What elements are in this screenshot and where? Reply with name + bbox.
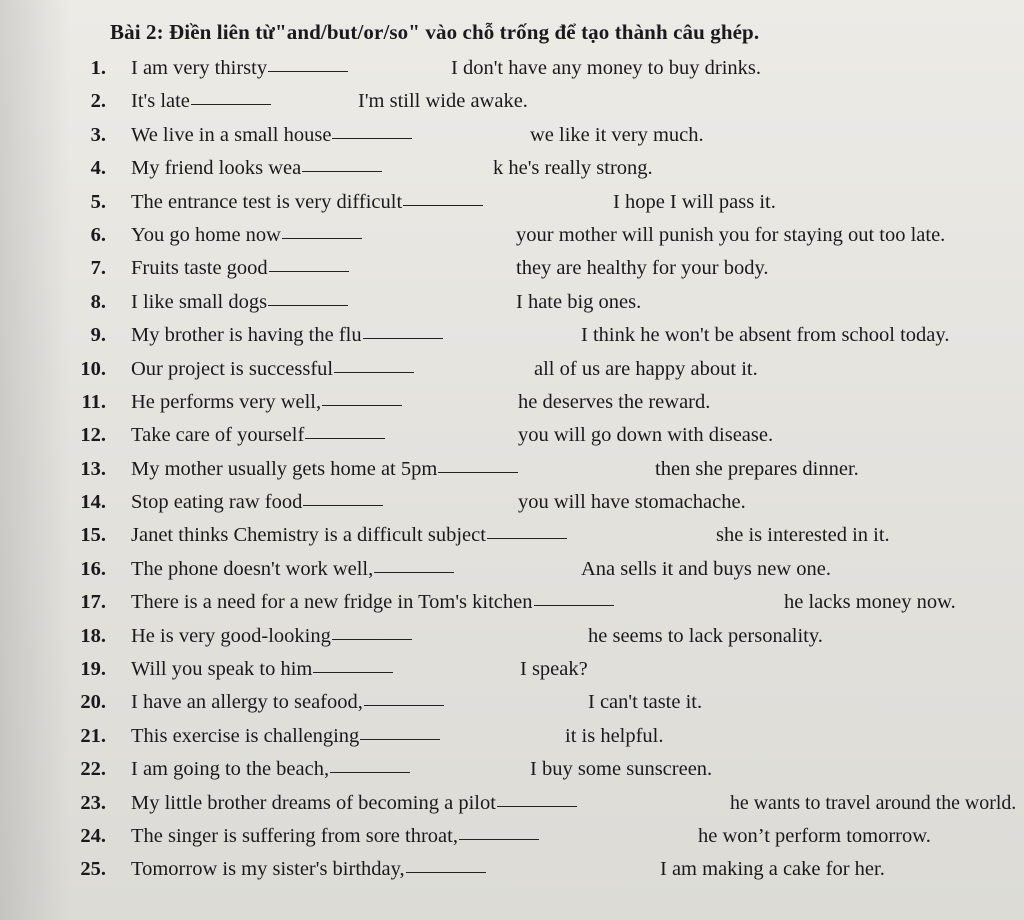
- answer-blank[interactable]: [268, 70, 348, 72]
- item-first-clause: [131, 419, 386, 452]
- answer-blank[interactable]: [403, 204, 483, 206]
- answer-blank[interactable]: [332, 638, 412, 640]
- item-second-clause: I don't have any money to buy drinks.: [451, 57, 762, 79]
- item-first-clause: [131, 820, 540, 853]
- item-number: 4.: [90, 157, 106, 180]
- answer-blank[interactable]: [438, 471, 518, 473]
- item-second-clause: I think he won't be absent from school today.: [581, 324, 950, 347]
- first-clause-text: Stop eating raw food: [131, 491, 303, 514]
- item-second-clause: he seems to lack personality.: [588, 624, 823, 647]
- first-clause-text: Will you speak to him: [131, 658, 313, 681]
- exercise-item: [68, 787, 1017, 820]
- item-first-clause: [131, 453, 519, 486]
- item-second-clause: I speak?: [520, 658, 588, 681]
- exercise-item: [68, 820, 1008, 853]
- exercise-item: [68, 152, 1008, 185]
- item-first-clause: [131, 319, 444, 352]
- answer-blank[interactable]: [360, 738, 440, 740]
- exercise-item: [68, 85, 1008, 118]
- exercise-item: [68, 119, 1008, 152]
- item-number: 3.: [90, 123, 106, 146]
- first-clause-text: He is very good-looking: [131, 624, 331, 647]
- exercise-item: [68, 319, 1008, 352]
- item-number: 16.: [80, 557, 106, 580]
- answer-blank[interactable]: [313, 671, 393, 673]
- item-number: 1.: [90, 57, 106, 79]
- first-clause-text: There is a need for a new fridge in Tom's kitchen: [131, 591, 533, 614]
- item-second-clause: he deserves the reward.: [518, 390, 711, 413]
- item-first-clause: [131, 620, 413, 653]
- item-second-clause: Ana sells it and buys new one.: [581, 557, 831, 580]
- answer-blank[interactable]: [534, 604, 614, 606]
- item-second-clause: I buy some sunscreen.: [530, 758, 713, 781]
- answer-blank[interactable]: [363, 337, 443, 339]
- item-first-clause: [131, 486, 384, 519]
- first-clause-text: Janet thinks Chemistry is a difficult subject: [131, 524, 486, 547]
- first-clause-text: My little brother dreams of becoming a pilot: [131, 791, 496, 814]
- item-second-clause: they are healthy for your body.: [516, 257, 769, 280]
- item-number: 6.: [90, 223, 106, 246]
- item-second-clause: it is helpful.: [565, 724, 664, 747]
- exercise-item: [68, 653, 1008, 686]
- first-clause-text: You go home now: [131, 223, 281, 246]
- item-first-clause: [131, 653, 394, 686]
- item-number: 23.: [80, 791, 106, 814]
- item-number: 18.: [80, 624, 106, 647]
- item-number: 19.: [80, 658, 106, 681]
- item-first-clause: [131, 186, 484, 219]
- answer-blank[interactable]: [459, 838, 539, 840]
- exercise-title: Bài 2: Điền liên từ"and/but/or/so" vào chỗ trống để tạo thành câu ghép.: [110, 20, 760, 44]
- first-clause-text: My mother usually gets home at 5pm: [131, 457, 438, 480]
- answer-blank[interactable]: [191, 103, 271, 105]
- first-clause-text: This exercise is challenging: [131, 724, 360, 747]
- item-second-clause: all of us are happy about it.: [534, 357, 758, 380]
- item-first-clause: [131, 386, 403, 419]
- item-first-clause: [131, 52, 349, 85]
- item-number: 24.: [80, 824, 106, 847]
- item-second-clause: he won’t perform tomorrow.: [698, 824, 931, 847]
- first-clause-text: Our project is successful: [131, 357, 334, 380]
- item-number: 12.: [80, 424, 106, 447]
- item-number: 15.: [80, 524, 106, 547]
- answer-blank[interactable]: [269, 270, 349, 272]
- item-first-clause: [131, 586, 615, 619]
- item-second-clause: I'm still wide awake.: [358, 90, 528, 113]
- item-number: 5.: [90, 190, 106, 213]
- item-number: 2.: [90, 90, 106, 113]
- item-second-clause: he lacks money now.: [784, 591, 956, 614]
- answer-blank[interactable]: [268, 304, 348, 306]
- item-second-clause: you will go down with disease.: [518, 424, 774, 447]
- first-clause-text: I am very thirsty: [131, 57, 268, 79]
- exercise-item: [68, 686, 1008, 719]
- exercise-item: [68, 720, 1008, 753]
- answer-blank[interactable]: [322, 404, 402, 406]
- item-number: 11.: [81, 390, 106, 413]
- first-clause-text: The entrance test is very difficult: [131, 190, 403, 213]
- item-first-clause: [131, 152, 383, 185]
- answer-blank[interactable]: [302, 170, 382, 172]
- item-second-clause: he wants to travel around the world.: [730, 791, 1017, 814]
- first-clause-text: We live in a small house: [131, 123, 332, 146]
- exercise-item: [68, 519, 1008, 552]
- item-number: 13.: [80, 457, 106, 480]
- answer-blank[interactable]: [282, 237, 362, 239]
- exercise-item: [68, 419, 1008, 452]
- exercise-item: [68, 853, 1008, 886]
- item-second-clause: she is interested in it.: [716, 524, 890, 547]
- item-number: 20.: [80, 691, 106, 714]
- item-number: 14.: [80, 491, 106, 514]
- first-clause-text: I have an allergy to seafood,: [131, 691, 363, 714]
- first-clause-text: Take care of yourself: [131, 424, 305, 447]
- first-clause-text: The phone doesn't work well,: [131, 557, 374, 580]
- exercise-item: [68, 553, 1008, 586]
- item-second-clause: I hate big ones.: [516, 290, 642, 313]
- item-number: 10.: [80, 357, 106, 380]
- item-number: 8.: [90, 290, 106, 313]
- item-number: 22.: [80, 758, 106, 781]
- item-second-clause: your mother will punish you for staying out too late.: [516, 223, 946, 246]
- first-clause-text: The singer is suffering from sore throat,: [131, 824, 458, 847]
- item-second-clause: I am making a cake for her.: [660, 858, 885, 881]
- exercise-item: [68, 753, 1008, 786]
- item-number: 17.: [80, 591, 106, 614]
- item-first-clause: [131, 853, 487, 886]
- item-second-clause: then she prepares dinner.: [655, 457, 859, 480]
- first-clause-text: It's late: [131, 90, 190, 113]
- item-first-clause: [131, 252, 350, 285]
- exercise-item: [68, 353, 1008, 386]
- exercise-item: [68, 52, 1008, 85]
- item-second-clause: I can't taste it.: [588, 691, 703, 714]
- item-first-clause: [131, 686, 445, 719]
- item-first-clause: [131, 553, 455, 586]
- item-first-clause: [131, 753, 411, 786]
- exercise-item: [68, 620, 1008, 653]
- first-clause-text: I like small dogs: [131, 290, 268, 313]
- item-number: 25.: [80, 858, 106, 881]
- exercise-item: [68, 219, 1008, 252]
- item-first-clause: [131, 353, 415, 386]
- answer-blank[interactable]: [406, 871, 486, 873]
- exercise-item: [68, 486, 1008, 519]
- item-first-clause: [131, 219, 363, 252]
- item-first-clause: [131, 720, 441, 753]
- first-clause-text: Fruits taste good: [131, 257, 268, 280]
- first-clause-text: I am going to the beach,: [131, 758, 330, 781]
- exercise-item: [68, 186, 1008, 219]
- answer-blank[interactable]: [305, 437, 385, 439]
- answer-blank[interactable]: [487, 537, 567, 539]
- answer-blank[interactable]: [330, 771, 410, 773]
- exercise-list: [68, 52, 1017, 887]
- answer-blank[interactable]: [497, 805, 577, 807]
- item-number: 7.: [90, 257, 106, 280]
- exercise-item: [68, 386, 1008, 419]
- first-clause-text: My brother is having the flu: [131, 324, 362, 347]
- item-first-clause: [131, 286, 349, 319]
- item-number: 9.: [90, 324, 106, 347]
- exercise-item: [68, 453, 1008, 486]
- first-clause-text: My friend looks wea: [131, 157, 302, 180]
- item-first-clause: [131, 85, 272, 118]
- exercise-item: [68, 586, 1008, 619]
- page-shadow: [0, 0, 70, 920]
- item-second-clause: k he's really strong.: [493, 157, 653, 180]
- first-clause-text: Tomorrow is my sister's birthday,: [131, 858, 405, 881]
- item-second-clause: you will have stomachache.: [518, 491, 746, 514]
- answer-blank[interactable]: [374, 571, 454, 573]
- exercise-item: [68, 286, 1008, 319]
- item-first-clause: [131, 519, 568, 552]
- answer-blank[interactable]: [303, 504, 383, 506]
- first-clause-text: He performs very well,: [131, 390, 322, 413]
- item-first-clause: [131, 119, 413, 152]
- item-second-clause: I hope I will pass it.: [613, 190, 776, 213]
- item-second-clause: we like it very much.: [530, 123, 704, 146]
- item-first-clause: [131, 787, 578, 820]
- answer-blank[interactable]: [332, 137, 412, 139]
- answer-blank[interactable]: [334, 371, 414, 373]
- item-number: 21.: [80, 724, 106, 747]
- exercise-item: [68, 252, 1008, 285]
- answer-blank[interactable]: [364, 704, 444, 706]
